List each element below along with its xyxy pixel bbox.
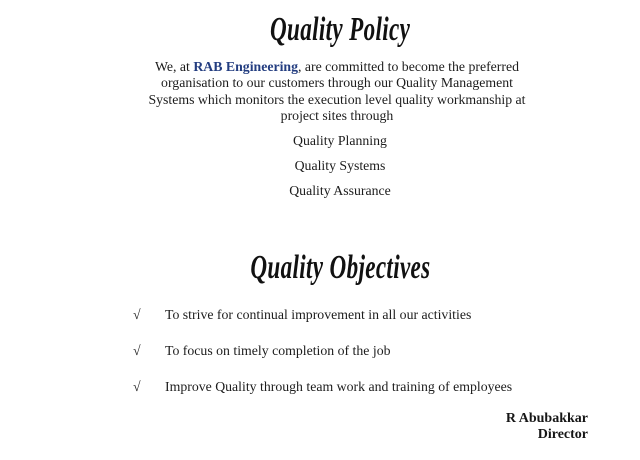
company-name: RAB Engineering: [193, 59, 298, 74]
policy-heading-text: Quality Policy: [269, 11, 411, 48]
objectives-list: [133, 308, 613, 416]
objective-item-text: Improve Quality through team work and training of employees: [165, 379, 513, 394]
intro-line-1-suffix: , are committed to become the preferred: [297, 59, 520, 74]
check-mark-icon: √: [133, 307, 141, 322]
objective-item: [133, 308, 613, 322]
policy-pillar-assurance: Quality Assurance: [289, 183, 391, 198]
objectives-heading: [20, 246, 640, 296]
policy-pillar-systems: Quality Systems: [294, 158, 386, 173]
intro-line-1-prefix: We, at: [154, 59, 194, 74]
objective-item: [133, 380, 613, 394]
check-mark-icon: √: [133, 343, 141, 358]
objective-item: [133, 344, 613, 358]
objectives-heading-text: Quality Objectives: [249, 249, 431, 286]
policy-pillars-list: [20, 128, 640, 203]
intro-line-2: organisation to our customers through our Quality Management: [161, 75, 513, 91]
intro-line-1: [17, 59, 640, 75]
intro-line-4: project sites through: [280, 107, 394, 123]
objective-item-text: To strive for continual improvement in all our activities: [165, 307, 472, 322]
check-mark-icon: √: [133, 379, 141, 394]
policy-heading: [20, 8, 640, 58]
signature-block: [506, 411, 588, 442]
policy-pillar-planning: Quality Planning: [293, 133, 387, 148]
signatory-name: R Abubakkar: [505, 411, 588, 426]
signatory-title: Director: [537, 426, 588, 442]
intro-line-3: Systems which monitors the execution level quality workmanship at: [148, 91, 526, 107]
objective-item-text: To focus on timely completion of the job: [165, 343, 391, 358]
policy-intro-paragraph: [17, 59, 640, 124]
